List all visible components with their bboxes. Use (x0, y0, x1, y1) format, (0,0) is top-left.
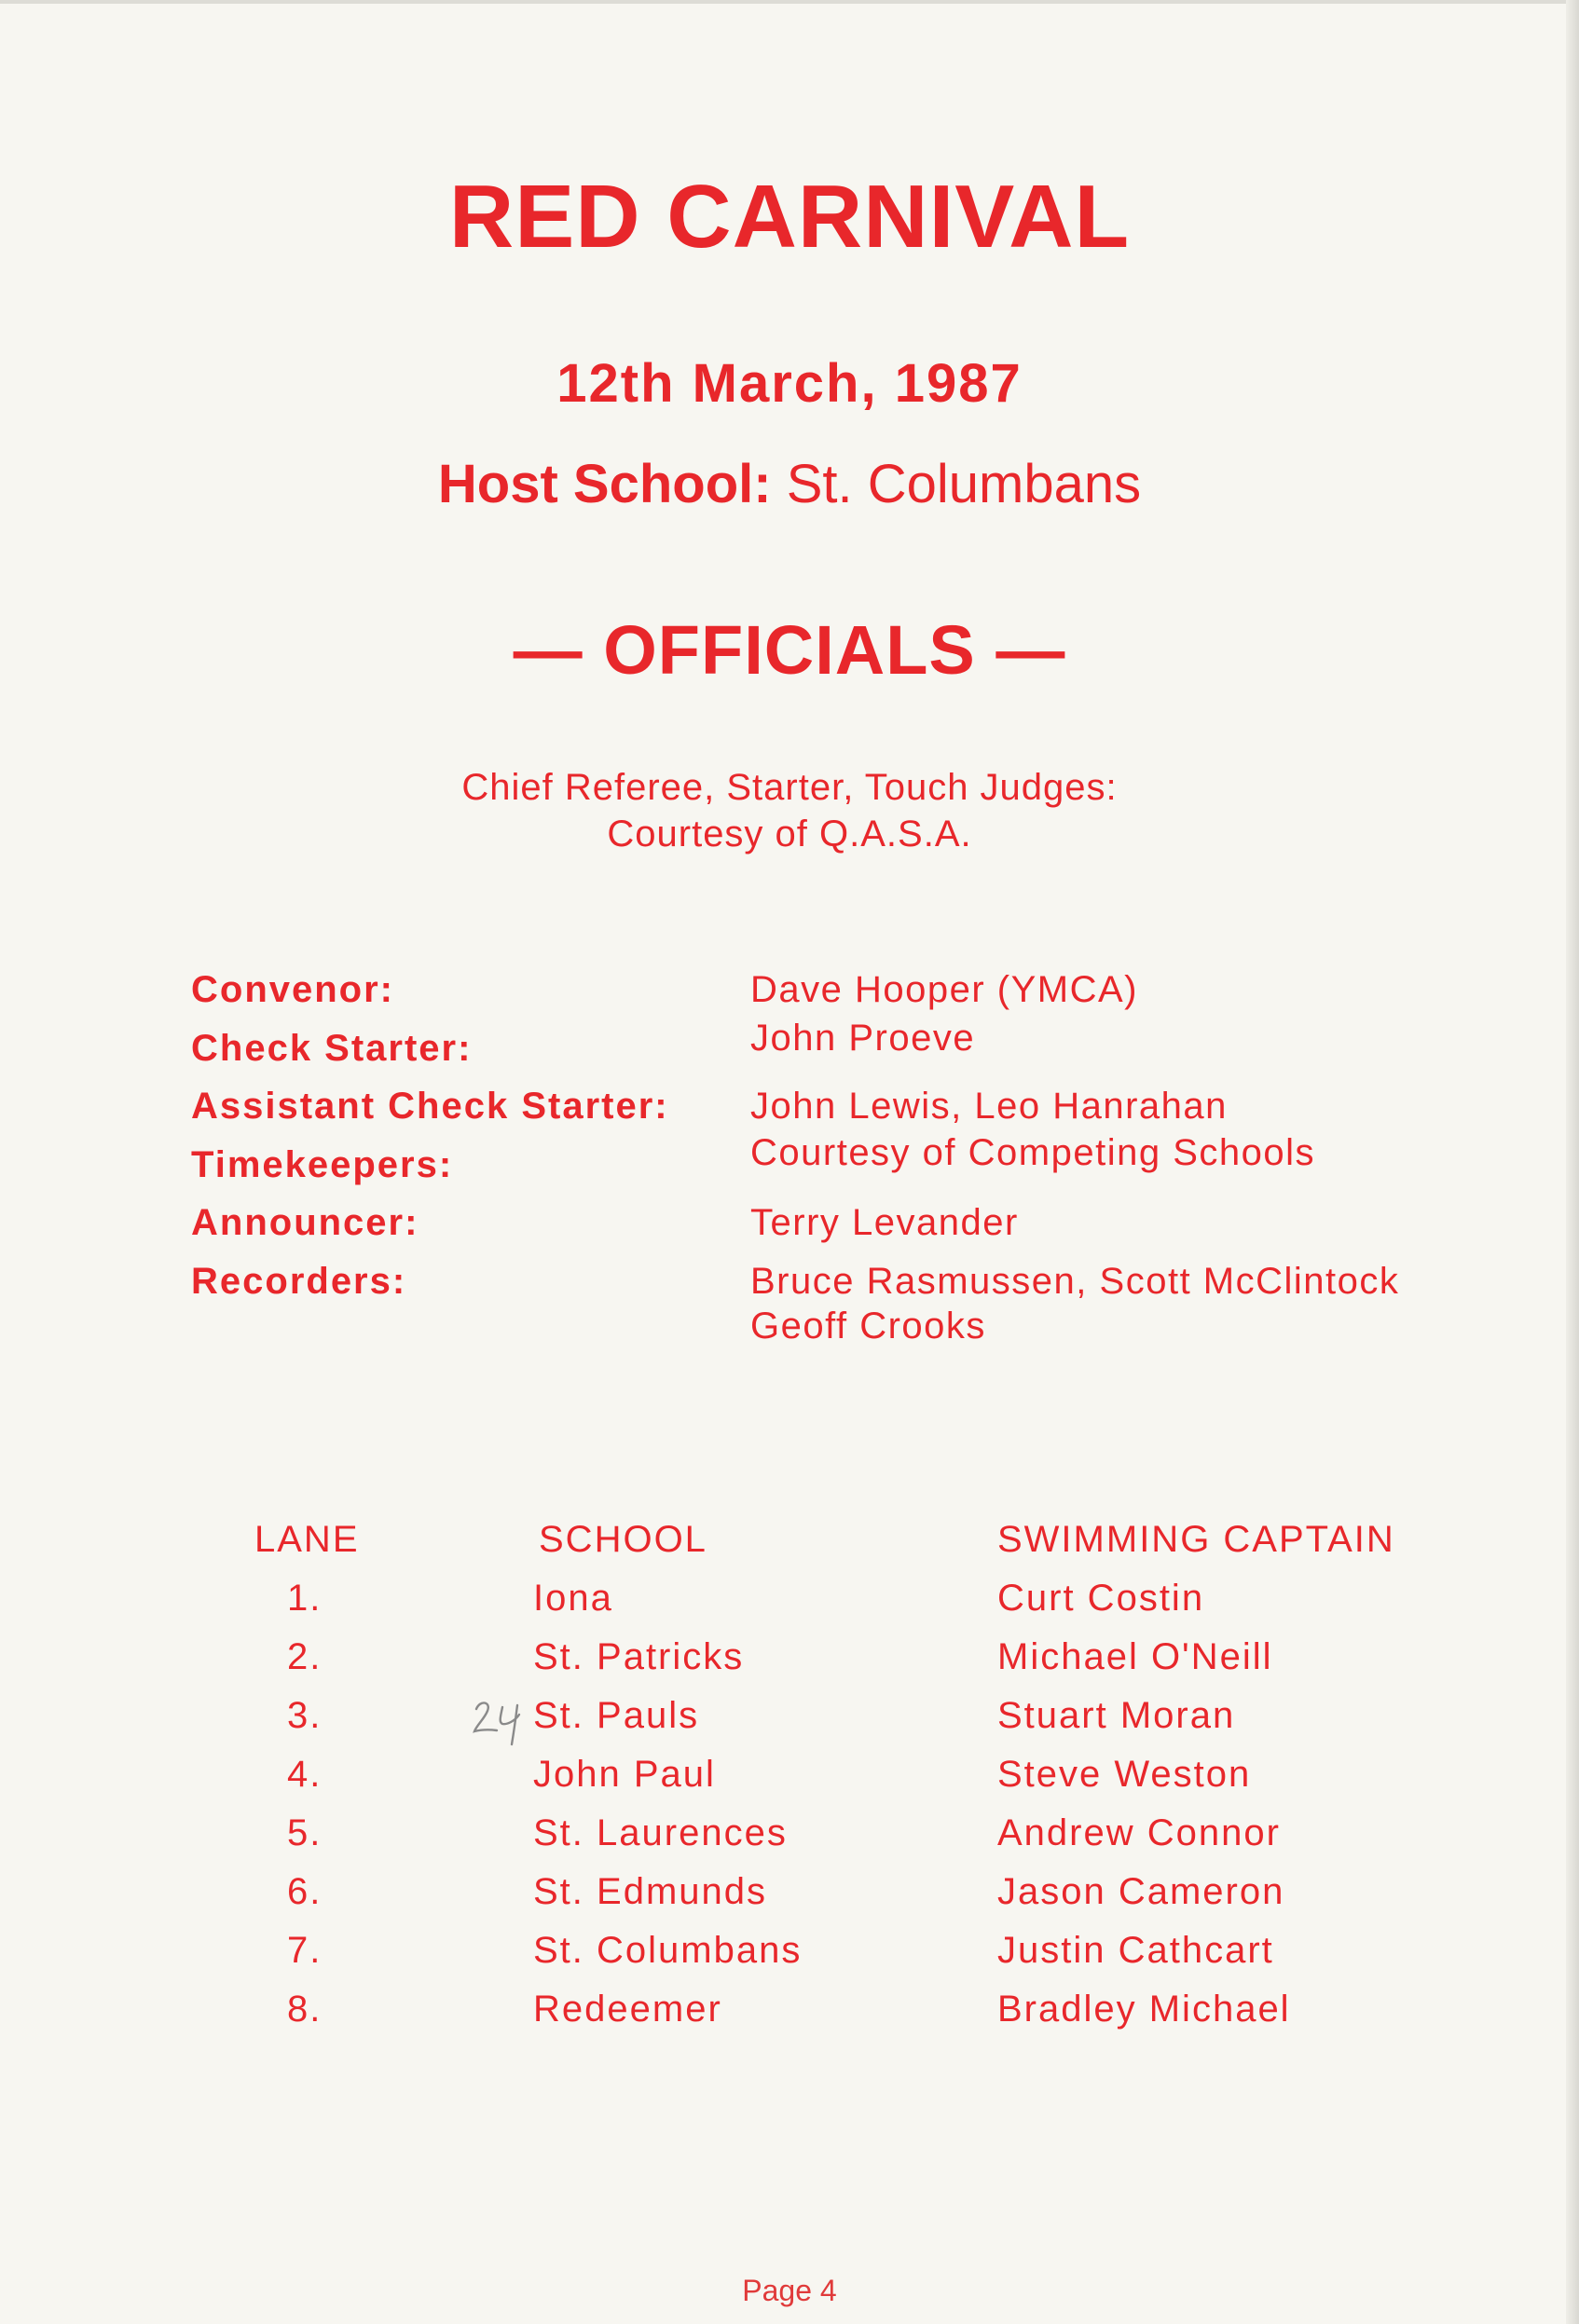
official-name: Geoff Crooks (750, 1306, 986, 1347)
page-number: Page 4 (742, 2274, 837, 2307)
lane-number: 3. (287, 1695, 323, 1736)
school-name: John Paul (533, 1754, 716, 1795)
school-name: St. Columbans (533, 1930, 803, 1971)
host-school-label: Host School: (437, 454, 772, 514)
official-role-check-starter: Check Starter: (191, 1028, 473, 1069)
lane-number: 7. (287, 1930, 323, 1971)
officials-heading: — OFFICIALS — (513, 611, 1066, 689)
officials-note-line: Courtesy of Q.A.S.A. (607, 813, 972, 854)
column-header-school: SCHOOL (539, 1519, 707, 1560)
captain-name: Justin Cathcart (997, 1930, 1274, 1971)
official-name: Courtesy of Competing Schools (750, 1132, 1315, 1173)
captain-name: Andrew Connor (997, 1812, 1281, 1853)
page-title: RED CARNIVAL (448, 167, 1131, 267)
official-role-convenor: Convenor: (191, 969, 394, 1010)
captain-name: Stuart Moran (997, 1695, 1236, 1736)
lane-number: 2. (287, 1636, 323, 1677)
official-name: Terry Levander (750, 1202, 1019, 1243)
event-date: 12th March, 1987 (556, 353, 1023, 414)
official-role-assistant-check-starter: Assistant Check Starter: (191, 1086, 669, 1127)
school-name: St. Pauls (533, 1695, 700, 1736)
school-name: St. Patricks (533, 1636, 745, 1677)
official-role-timekeepers: Timekeepers: (191, 1144, 454, 1185)
official-role-announcer: Announcer: (191, 1202, 419, 1243)
official-name: John Proeve (750, 1018, 976, 1059)
lane-number: 6. (287, 1871, 323, 1912)
lane-number: 8. (287, 1989, 323, 2030)
page-right-edge (1566, 0, 1579, 2324)
lane-number: 5. (287, 1812, 323, 1853)
captain-name: Curt Costin (997, 1578, 1205, 1619)
captain-name: Steve Weston (997, 1754, 1252, 1795)
column-header-lane: LANE (254, 1519, 360, 1560)
school-name: St. Laurences (533, 1812, 788, 1853)
official-name: Bruce Rasmussen, Scott McClintock (750, 1261, 1400, 1302)
captain-name: Bradley Michael (997, 1989, 1291, 2030)
host-school (0, 453, 1579, 515)
school-name: Redeemer (533, 1989, 722, 2030)
column-header-swimming-captain: SWIMMING CAPTAIN (997, 1519, 1395, 1560)
lane-number: 4. (287, 1754, 323, 1795)
host-school-value: St. Columbans (786, 454, 1142, 514)
school-name: Iona (533, 1578, 613, 1619)
captain-name: Jason Cameron (997, 1871, 1285, 1912)
official-name: John Lewis, Leo Hanrahan (750, 1086, 1228, 1127)
officials-note-line: Chief Referee, Starter, Touch Judges: (461, 767, 1118, 808)
school-name: St. Edmunds (533, 1871, 768, 1912)
handwritten-note-24 (471, 1696, 527, 1747)
lane-number: 1. (287, 1578, 323, 1619)
captain-name: Michael O'Neill (997, 1636, 1273, 1677)
official-role-recorders: Recorders: (191, 1261, 407, 1302)
page-top-edge (0, 0, 1579, 4)
official-name: Dave Hooper (YMCA) (750, 969, 1139, 1010)
